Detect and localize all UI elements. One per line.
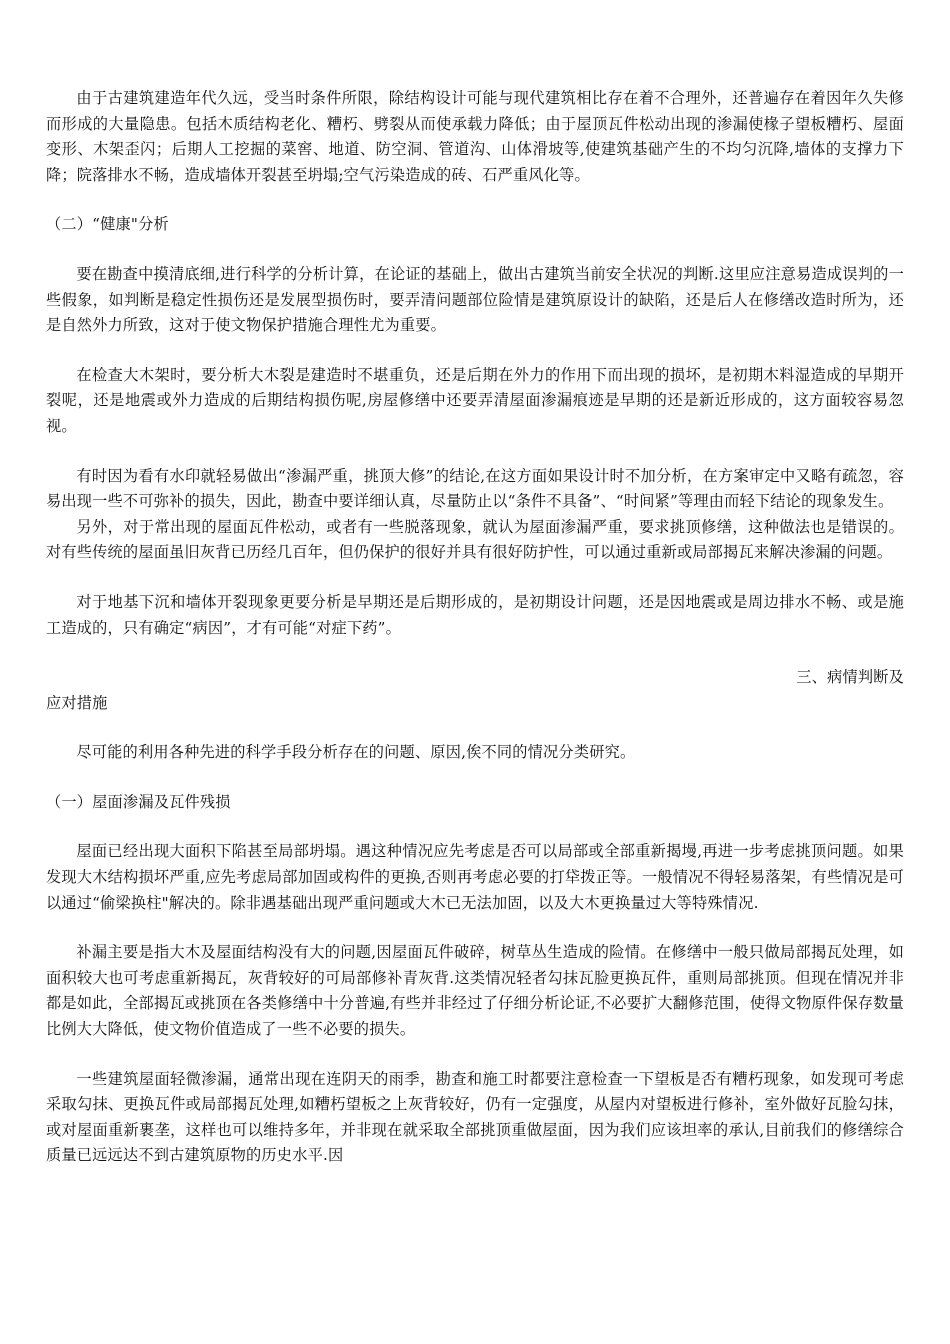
paragraph-survey-analysis: 要在勘查中摸清底细,进行科学的分析计算，在论证的基础上，做出古建筑当前安全状况的判断.这里应注意易造成误判的一些假象，如判断是稳定性损伤还是发展型损伤时，要弄清问题部位险情是建筑原设计的缺陷，还是后人在修缮改造时所为，还是自然外力所致，这对于使文物保护措施合理性尤为重要。 — [46, 264, 904, 335]
paragraph-foundation: 对于地基下沉和墙体开裂现象更要分析是早期还是后期形成的，是初期设计问题，还是因地震或是周边排水不畅、或是施工造成的，只有确定“病因”，才有可能“对症下药”。 — [46, 592, 904, 637]
section-title-diagnosis: 三、病情判断及 — [796, 668, 904, 687]
heading-roof-leakage: （一）屋面渗漏及瓦件残损 — [46, 792, 231, 811]
heading-health-analysis: （二）“健康"分析 — [46, 215, 169, 234]
paragraph-water-marks: 有时因为看有水印就轻易做出“渗漏严重，挑顶大修”的结论,在这方面如果设计时不加分析，在方案审定中又略有疏忽，容易出现一些不可弥补的损失，因此，勘查中要详细认真，尽量防止以“条件不具备”、“时间紧”等理由而轻下结论的现象发生。 — [46, 466, 904, 511]
paragraph-patch-leak: 补漏主要是指大木及屋面结构没有大的问题,因屋面瓦件破碎，树草丛生造成的险情。在修缮中一般只做局部揭瓦处理，如面积较大也可考虑重新揭瓦，灰背较好的可局部修补青灰背.这类情况轻者勾抹瓦脸更换瓦件，重则局部挑顶。但现在情况并非都是如此，全部揭瓦或挑顶在各类修缮中十分普遍,有些并非经过了仔细分析论证,不必要扩大翻修范围，使得文物原件保存数量比例大大降低，使文物价值造成了一些不必要的损失。 — [46, 943, 904, 1039]
document-page — [46, 86, 904, 1169]
paragraph-scientific-means: 尽可能的利用各种先进的科学手段分析存在的问题、原因,俟不同的情况分类研究。 — [76, 743, 636, 762]
paragraph-loose-tiles: 另外，对于常出现的屋面瓦件松动，或者有一些脱落现象，就认为屋面渗漏严重，要求挑顶修缮，这种做法也是错误的。对有些传统的屋面虽旧灰背已历经几百年，但仍保护的很好并具有很好防护性，可以通过重新或局部揭瓦来解决渗漏的问题。 — [46, 517, 904, 562]
paragraph-timber-frame: 在检查大木架时，要分析大木裂是建造时不堪重负，还是后期在外力的作用下而出现的损坏，是初期木料湿造成的早期开裂呢，还是地震或外力造成的后期结构损伤呢,房屋修缮中还要弄清屋面渗漏痕迹是早期的还是新近形成的，这方面较容易忽视。 — [46, 365, 904, 435]
section-title-diagnosis-cont: 应对措施 — [46, 693, 108, 712]
paragraph-minor-leakage: 一些建筑屋面轻微渗漏，通常出现在连阴天的雨季，勘查和施工时都要注意检查一下望板是否有糟朽现象，如发现可考虑采取勾抹、更换瓦件或局部揭瓦处理,如糟朽望板之上灰背较好，仍有一定强度，从屋内对望板进行修补，室外做好瓦脸勾抹，或对屋面重新裹垄，这样也可以维持多年，并非现在就采取全部挑顶重做屋面，因为我们应该坦率的承认,目前我们的修缮综合质量已远远达不到古建筑原物的历史水平.因 — [46, 1069, 904, 1165]
paragraph-roof-collapse: 屋面已经出现大面积下陷甚至局部坍塌。遇这种情况应先考虑是否可以局部或全部重新揭墁,再进一步考虑挑顶问题。如果发现大木结构损坏严重,应先考虑局部加固或构件的更换,否则再考虑必要的打牮拨正等。一般情况不得轻易落架，有些情况是可以通过“偷梁换柱"解决的。除非遇基础出现严重问题或大木已无法加固，以及大木更换量过大等特殊情况. — [46, 842, 904, 912]
paragraph-hidden-dangers: 由于古建筑建造年代久远，受当时条件所限，除结构设计可能与现代建筑相比存在着不合理外，还普遍存在着因年久失修而形成的大量隐患。包括木质结构老化、糟朽、劈裂从而使承载力降低；由于屋顶瓦件松动出现的渗漏使椽子望板糟朽、屋面变形、木架歪闪；后期人工挖掘的菜窖、地道、防空洞、管道沟、山体滑坡等,使建筑基础产生的不均匀沉降,墙体的支撑力下降；院落排水不畅，造成墙体开裂甚至坍塌;空气污染造成的砖、石严重风化等。 — [46, 89, 904, 184]
